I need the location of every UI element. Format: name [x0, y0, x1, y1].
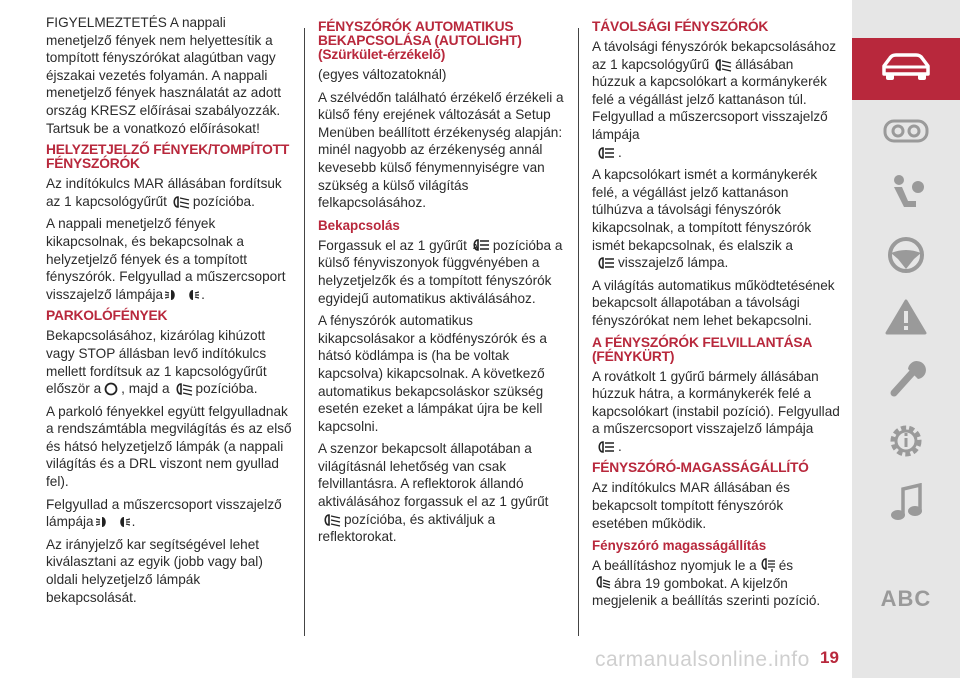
- tab-multimedia[interactable]: [852, 474, 960, 536]
- paragraph: Bekapcsolásához, kizárólag kihúzott vagy STOP állásban levő indítókulcs mellett fordítsuk az 1 kapcsológyűrűt először a , majd a pozícióba.: [46, 328, 267, 397]
- car-icon: [876, 50, 936, 89]
- page-number: 19: [820, 648, 839, 667]
- paragraph: A kapcsolókart ismét a kormánykerék felé, a végállást jelző kattanáson túlhúzva a távolsági fényszórók kikapcsolnak, a tompított fényszórók ismét bekapcsolnak, és elalszik a visszajelző lámpa.: [592, 167, 818, 271]
- column-3: [592, 14, 840, 615]
- heading-high-beams: TÁVOLSÁGI FÉNYSZÓRÓK: [592, 19, 769, 34]
- heading-headlight-levelling: FÉNYSZÓRÓ-MAGASSÁGÁLLÍTÓ: [592, 460, 809, 476]
- paragraph: A beállításhoz nyomjuk le a és ábra 19 gombokat. A kijelzőn megjelenik a beállítás szerinti pozíció.: [592, 558, 821, 609]
- dashboard-icon: [883, 118, 929, 149]
- paragraph: A távolsági fényszórók bekapcsolásához az 1 kapcsológyűrű állásában húzzuk a kapcsolókart a kormánykerék felé a végállást jelző kattanáson túl. Felgyullad a műszercsoport visszajelző lámpája .: [592, 39, 837, 160]
- paragraph: (egyes változatoknál): [318, 67, 447, 82]
- column-divider: [578, 28, 579, 636]
- low-beam-icon: [172, 382, 194, 396]
- paragraph: Forgassuk el az 1 gyűrűt A pozícióba a külső fényviszonyok függvényében a helyzetjelzők és a tompított fényszórók egyidejű automatikus aktiválásához.: [318, 237, 563, 306]
- paragraph: Az indítókulcs MAR állásában és bekapcsolt tompított fényszórók esetében működik.: [592, 480, 790, 531]
- chapter-sidebar: [852, 0, 960, 678]
- wrench-icon: [886, 359, 926, 404]
- heading-autolight-sub: (Szürkület-érzékelő): [318, 47, 446, 62]
- heading-position-lights: HELYZETJELZŐ FÉNYEK/TOMPÍTOTT FÉNYSZÓRÓK: [46, 142, 290, 172]
- levelling-down-icon: [594, 575, 612, 591]
- high-beam-icon: [594, 146, 616, 160]
- off-position-icon: [103, 382, 119, 396]
- paragraph: Az indítókulcs MAR állásában fordítsuk az 1 kapcsológyűrűt pozícióba.: [46, 176, 282, 209]
- paragraph: A parkoló fényekkel együtt felgyulladnak a rendszámtábla megvilágítás és az első és hátsó helyzetjelző lámpák (a nappali világítás és a DRL viszont nem gyullad fel).: [46, 403, 292, 490]
- heading-switch-on: Bekapcsolás: [318, 217, 400, 233]
- tab-vehicle[interactable]: [852, 38, 960, 100]
- heading-autolight: FÉNYSZÓRÓK AUTOMATIKUS BEKAPCSOLÁSA (AUTOLIGHT) (Szürkület-érzékelő): [318, 20, 566, 62]
- low-beam-icon: [711, 58, 733, 72]
- warning-text: FIGYELMEZTETÉS A nappali menetjelző fények nem helyettesítik a tompított fényszórókat alagútban vagy éjszakai vezetés folyamán. A nappali menetjelző fények használatát az adott ország KRESZ előírásai szabályozzák. Tartsuk be a vonatkozó előírásokat!: [46, 15, 282, 136]
- levelling-up-icon: [759, 557, 777, 573]
- heading-flash: A FÉNYSZÓRÓK FELVILLANTÁSA (FÉNYKÜRT): [592, 334, 812, 364]
- music-note-icon: [889, 483, 923, 528]
- paragraph: A szenzor bekapcsolt állapotában a világításnál lehetőség van csak felvillantásra. A reflektorok állandó aktiválásához forgassuk el az 1 gyűrűt pozícióba, és aktiváljuk a reflektorokat.: [318, 441, 549, 545]
- high-beam-icon: [594, 440, 616, 454]
- airbag-icon: [886, 173, 926, 218]
- tab-index-label: ABC: [880, 586, 932, 611]
- steering-wheel-icon: [886, 235, 926, 280]
- paragraph: A rovátkolt 1 gyűrű bármely állásában húzzuk hátra, a kormánykerék felé a kapcsolókart (instabil pozíció). Felgyullad a műszercsoport visszajelző lámpája .: [592, 368, 840, 454]
- paragraph: A szélvédőn található érzékelő érzékeli a külső fény erejének változását a Setup Menüben beállított érzékenység alapján: minél nagyobb az érzékenység annál kevesebb külső fénymennyiségre van szükség a külső világítás felkapcsolásához.: [318, 89, 564, 211]
- low-beam-icon: [320, 513, 342, 527]
- tab-safety[interactable]: [852, 164, 960, 226]
- paragraph: A fényszórók automatikus kikapcsolásakor a ködfényszórók és a hátsó ködlámpa is (ha be voltak kapcsolva) kikapcsolnak. A következő automatikus bekapcsoláskor szükség esetén ezeket a lámpákat újra be kell kapcsolni.: [318, 313, 547, 434]
- column-2: [318, 14, 566, 551]
- paragraph: A világítás automatikus működtetésének bekapcsolt állapotában a távolsági fényszórókat nem lehet bekapcsolni.: [592, 277, 835, 328]
- watermark: carmanualsonline.info: [595, 648, 810, 671]
- paragraph: Felgyullad a műszercsoport visszajelző lámpája .: [46, 496, 282, 530]
- tab-technical-data[interactable]: [852, 412, 960, 474]
- gear-info-icon: [885, 420, 927, 467]
- paragraph: Az irányjelző kar segítségével lehet kiválasztani az egyik (jobb vagy bal) oldali helyzetjelző lámpák bekapcsolását.: [46, 536, 263, 605]
- tab-index[interactable]: [852, 568, 960, 630]
- tab-driving[interactable]: [852, 226, 960, 288]
- column-1: [46, 14, 292, 611]
- subheading-levelling: Fényszóró magasságállítás: [592, 538, 767, 554]
- heading-parking-lights: PARKOLÓFÉNYEK: [46, 308, 168, 324]
- tab-maintenance[interactable]: [852, 350, 960, 412]
- high-beam-icon: [594, 256, 616, 270]
- paragraph: A nappali menetjelző fények kikapcsolnak, és bekapcsolnak a helyzetjelző fények és a tompított fényszórók. Felgyullad a műszercsoport visszajelző lámpája .: [46, 216, 286, 302]
- tab-dashboard[interactable]: [852, 102, 960, 164]
- low-beam-icon: [169, 195, 191, 209]
- warning-triangle-icon: [884, 298, 928, 341]
- auto-light-icon: [469, 237, 491, 253]
- position-lights-icon: [96, 515, 130, 529]
- tab-emergency[interactable]: [852, 288, 960, 350]
- svg-text:A: A: [472, 243, 478, 251]
- position-lights-icon: [165, 288, 199, 302]
- column-divider: [304, 28, 305, 636]
